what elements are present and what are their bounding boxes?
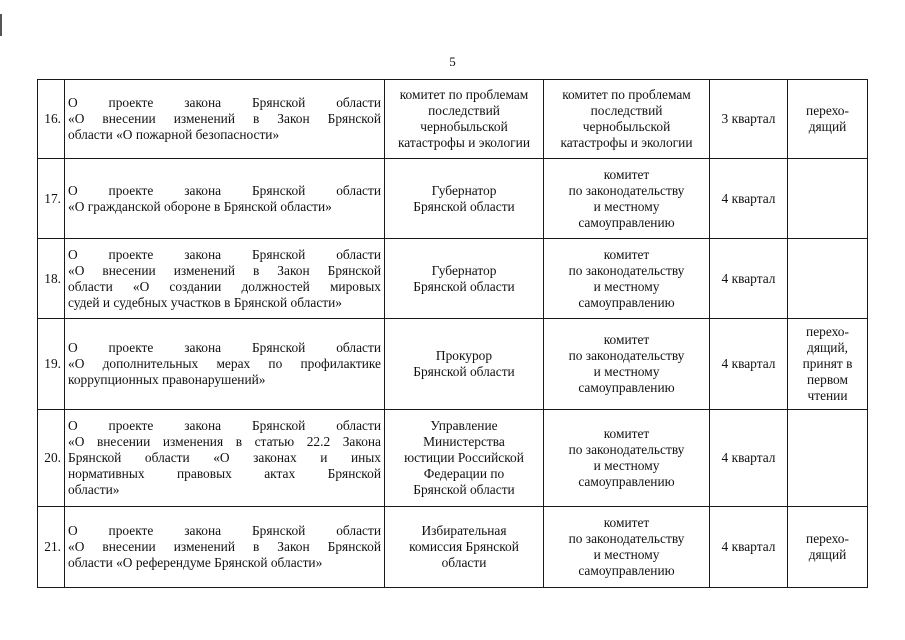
bill-title (65, 410, 385, 507)
cell-text-line: комитет по проблемам (562, 87, 691, 102)
cell-text-line: Брянской области (413, 482, 515, 497)
row-number: 17. (38, 159, 65, 239)
cell-text-line: по законодательству (568, 348, 685, 363)
cell-text-line: юстиции Российской (404, 450, 524, 465)
cell-text-line: чернобыльской (582, 119, 671, 134)
cell-text-line: первом (807, 372, 848, 387)
cell-text-line: дящий, (807, 340, 848, 355)
cell-text-line: О проекте закона Брянской области (68, 418, 381, 433)
term: 4 квартал (710, 410, 788, 507)
cell-text-line: коррупционных правонарушений» (68, 372, 266, 387)
cell-text-line: комиссия Брянской (409, 539, 519, 554)
cell-text-line: комитет (603, 246, 650, 262)
term: 4 квартал (710, 319, 788, 410)
cell-text-line: последствий (590, 103, 663, 118)
cell-text-line: О проекте закона Брянской области (68, 246, 381, 262)
legislation-plan-table (37, 79, 868, 588)
cell-text-line: области» (68, 482, 120, 497)
cell-text-line: «О гражданской обороне в Брянской области» (68, 198, 332, 214)
table-row (38, 159, 868, 239)
cell-text-line: самоуправлению (578, 563, 675, 578)
table-row (38, 80, 868, 159)
row-number: 21. (38, 507, 65, 588)
term: 4 квартал (710, 159, 788, 239)
responsible-committee (544, 159, 710, 239)
cell-text-line: комитет (603, 166, 650, 182)
initiator (385, 410, 544, 507)
cell-text-line: перехо- (806, 324, 849, 339)
cell-text-line: дящий (808, 119, 847, 134)
note (788, 507, 868, 588)
term: 4 квартал (710, 239, 788, 319)
table-row (38, 319, 868, 410)
responsible-committee (544, 319, 710, 410)
cell-text-line: О проекте закона Брянской области (68, 523, 381, 538)
cell-text-line: по законодательству (568, 182, 685, 198)
cell-text-line: Губернатор (431, 262, 497, 278)
row-number: 18. (38, 239, 65, 319)
page-number: 5 (449, 54, 456, 69)
cell-text-line: перехо- (806, 103, 849, 118)
note (788, 159, 868, 239)
cell-text-line: последствий (428, 103, 500, 118)
table-row (38, 410, 868, 507)
note (788, 80, 868, 159)
cell-text-line: нормативных правовых актах Брянской (68, 466, 381, 481)
cell-text-line: и местному (593, 364, 660, 379)
initiator (385, 319, 544, 410)
cell-text-line: и местному (593, 547, 660, 562)
cell-text-line: комитет (603, 332, 650, 347)
cell-text-line: по законодательству (568, 442, 685, 457)
term: 3 квартал (710, 80, 788, 159)
cell-text-line: Управление (430, 418, 498, 433)
note (788, 319, 868, 410)
cell-text-line: О проекте закона Брянской области (68, 182, 381, 198)
row-number: 20. (38, 410, 65, 507)
cell-text-line: Избирательная (421, 523, 507, 538)
bill-title (65, 319, 385, 410)
cell-text-line: Брянской области «О законах и иных (68, 450, 381, 465)
initiator (385, 159, 544, 239)
cell-text-line: «О внесении изменения в статью 22.2 Закона (68, 434, 381, 449)
cell-text-line: и местному (593, 458, 660, 473)
cell-text-line: «О внесении изменений в Закон Брянской (68, 111, 381, 126)
cell-text-line: комитет (603, 515, 650, 530)
responsible-committee (544, 410, 710, 507)
cell-text-line: и местному (593, 198, 660, 214)
cell-text-line: Прокурор (435, 348, 493, 363)
bill-title (65, 80, 385, 159)
cell-text-line: самоуправлению (578, 294, 675, 310)
cell-text-line: катастрофы и экологии (397, 135, 531, 150)
table-row (38, 507, 868, 588)
term: 4 квартал (710, 507, 788, 588)
cell-text-line: Губернатор (431, 182, 497, 198)
responsible-committee (544, 507, 710, 588)
cell-text-line: самоуправлению (578, 214, 675, 230)
cell-text-line: О проекте закона Брянской области (68, 340, 381, 355)
bill-title (65, 507, 385, 588)
initiator (385, 507, 544, 588)
cell-text-line: дящий (808, 547, 847, 562)
cell-text-line: «О дополнительных мерах по профилактике (68, 356, 381, 371)
cell-text-line: самоуправлению (578, 380, 675, 395)
cell-text-line: области (441, 555, 487, 570)
cell-text-line: Брянской области (413, 364, 515, 379)
cell-text-line: катастрофы и экологии (560, 135, 693, 150)
responsible-committee (544, 239, 710, 319)
cell-text-line: комитет (603, 426, 650, 441)
initiator (385, 239, 544, 319)
row-number: 16. (38, 80, 65, 159)
table-row (38, 239, 868, 319)
initiator (385, 80, 544, 159)
cell-text-line: Брянской области (413, 198, 515, 214)
responsible-committee (544, 80, 710, 159)
cell-text-line: Брянской области (413, 278, 515, 294)
note (788, 410, 868, 507)
note (788, 239, 868, 319)
cell-text-line: принят в (802, 356, 853, 371)
scan-edge-mark (0, 14, 2, 36)
cell-text-line: О проекте закона Брянской области (68, 95, 381, 110)
cell-text-line: области «О референдуме Брянской области» (68, 555, 323, 570)
cell-text-line: чернобыльской (420, 119, 508, 134)
cell-text-line: «О внесении изменений в Закон Брянской (68, 539, 381, 554)
cell-text-line: перехо- (806, 531, 849, 546)
cell-text-line: Федерации по (423, 466, 505, 481)
cell-text-line: по законодательству (568, 262, 685, 278)
cell-text-line: и местному (593, 278, 660, 294)
cell-text-line: Министерства (423, 434, 505, 449)
cell-text-line: судей и судебных участков в Брянской области» (68, 294, 342, 310)
cell-text-line: комитет по проблемам (399, 87, 529, 102)
cell-text-line: области «О создании должностей мировых (68, 278, 381, 294)
cell-text-line: по законодательству (568, 531, 685, 546)
cell-text-line: самоуправлению (578, 474, 675, 489)
cell-text-line: области «О пожарной безопасности» (68, 127, 280, 142)
cell-text-line: чтении (807, 388, 848, 403)
cell-text-line: «О внесении изменений в Закон Брянской (68, 262, 381, 278)
row-number: 19. (38, 319, 65, 410)
bill-title (65, 239, 385, 319)
bill-title (65, 159, 385, 239)
